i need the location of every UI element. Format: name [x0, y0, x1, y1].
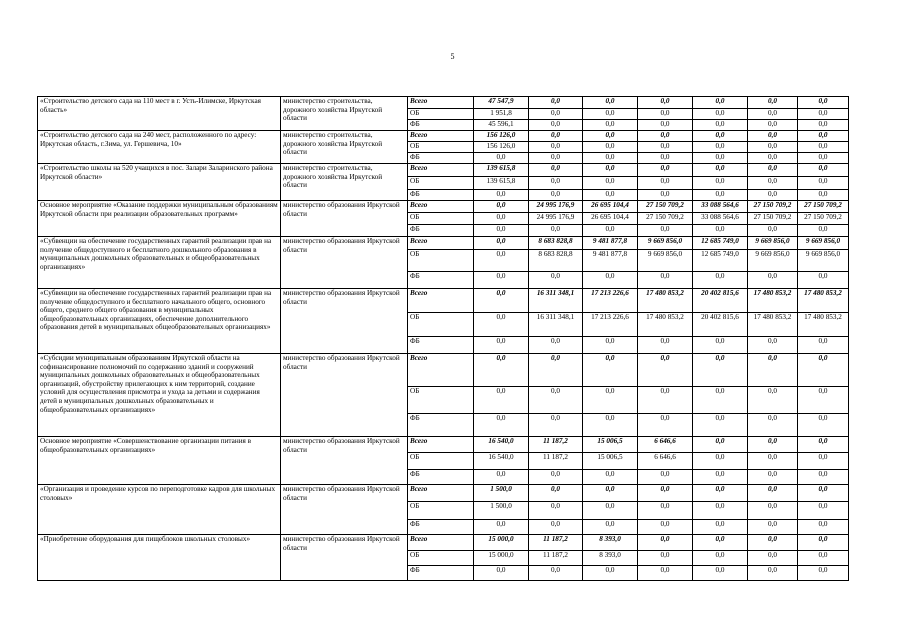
amount-cell: 0,0 [693, 414, 748, 437]
amount-cell: 0,0 [529, 337, 583, 354]
amount-cell: 0,0 [529, 120, 583, 131]
amount-cell: 0,0 [529, 520, 583, 535]
executor-cell: министерство строительства, дорожного хозяйства Иркутской области [281, 97, 408, 131]
amount-cell: 0,0 [474, 213, 529, 225]
amount-cell: 11 187,2 [529, 551, 583, 566]
amount-cell: 0,0 [474, 153, 529, 164]
amount-cell: 0,0 [748, 164, 798, 177]
amount-cell: 11 187,2 [529, 437, 583, 453]
funding-source-cell: ОБ [408, 453, 474, 470]
amount-cell: 0,0 [693, 272, 748, 289]
amount-cell: 17 480 853,2 [798, 313, 849, 337]
amount-cell: 17 480 853,2 [638, 313, 693, 337]
funding-source-cell: Всего [408, 164, 474, 177]
amount-cell: 0,0 [693, 225, 748, 237]
executor-cell: министерство образования Иркутской области [281, 237, 408, 289]
amount-cell: 0,0 [693, 520, 748, 535]
amount-cell: 0,0 [748, 535, 798, 551]
amount-cell: 0,0 [529, 485, 583, 502]
amount-cell: 0,0 [748, 453, 798, 470]
amount-cell: 156 126,0 [474, 131, 529, 142]
amount-cell: 17 213 226,6 [583, 313, 638, 337]
amount-cell: 0,0 [693, 502, 748, 520]
amount-cell: 0,0 [748, 551, 798, 566]
amount-cell: 0,0 [529, 97, 583, 109]
executor-cell: министерство строительства, дорожного хозяйства Иркутской области [281, 164, 408, 201]
amount-cell: 27 150 709,2 [748, 201, 798, 213]
amount-cell: 0,0 [583, 142, 638, 153]
executor-cell: министерство образования Иркутской области [281, 201, 408, 237]
amount-cell: 0,0 [693, 131, 748, 142]
amount-cell: 0,0 [748, 414, 798, 437]
amount-cell: 139 615,8 [474, 164, 529, 177]
amount-cell: 9 669 856,0 [638, 237, 693, 250]
amount-cell: 27 150 709,2 [638, 201, 693, 213]
table-row [38, 97, 849, 109]
amount-cell: 0,0 [583, 225, 638, 237]
table-body [38, 97, 849, 581]
amount-cell: 0,0 [693, 97, 748, 109]
amount-cell: 27 150 709,2 [748, 213, 798, 225]
amount-cell: 0,0 [798, 414, 849, 437]
activity-name-cell: Основное мероприятие «Оказание поддержки муниципальным образованиям Иркутской области при реализации образовательных программ» [38, 201, 281, 237]
amount-cell: 0,0 [748, 566, 798, 581]
amount-cell: 1 500,0 [474, 485, 529, 502]
amount-cell: 0,0 [748, 470, 798, 485]
amount-cell: 0,0 [474, 520, 529, 535]
amount-cell: 0,0 [693, 109, 748, 120]
amount-cell: 0,0 [693, 470, 748, 485]
amount-cell: 8 683 828,8 [529, 237, 583, 250]
amount-cell: 0,0 [798, 109, 849, 120]
amount-cell: 27 150 709,2 [638, 213, 693, 225]
amount-cell: 0,0 [583, 109, 638, 120]
funding-source-cell: ОБ [408, 387, 474, 414]
amount-cell: 0,0 [583, 164, 638, 177]
funding-source-cell: ОБ [408, 109, 474, 120]
amount-cell: 0,0 [529, 190, 583, 201]
amount-cell: 0,0 [583, 414, 638, 437]
amount-cell: 0,0 [474, 566, 529, 581]
amount-cell: 47 547,9 [474, 97, 529, 109]
amount-cell: 0,0 [798, 566, 849, 581]
amount-cell: 45 596,1 [474, 120, 529, 131]
amount-cell: 0,0 [748, 97, 798, 109]
amount-cell: 8 393,0 [583, 535, 638, 551]
amount-cell: 0,0 [693, 485, 748, 502]
amount-cell: 8 393,0 [583, 551, 638, 566]
amount-cell: 0,0 [638, 131, 693, 142]
funding-source-cell: ФБ [408, 272, 474, 289]
activity-name-cell: «Строительство школы на 520 учащихся в пос. Залари Заларинского района Иркутской области» [38, 164, 281, 201]
amount-cell: 0,0 [583, 485, 638, 502]
funding-source-cell: Всего [408, 354, 474, 387]
amount-cell: 0,0 [798, 120, 849, 131]
table-row [38, 437, 849, 453]
amount-cell: 9 481 877,8 [583, 250, 638, 272]
funding-source-cell: Всего [408, 201, 474, 213]
amount-cell: 6 646,6 [638, 437, 693, 453]
amount-cell: 0,0 [474, 237, 529, 250]
amount-cell: 0,0 [474, 337, 529, 354]
amount-cell: 0,0 [693, 164, 748, 177]
amount-cell: 0,0 [693, 551, 748, 566]
table-row [38, 535, 849, 551]
amount-cell: 0,0 [474, 190, 529, 201]
amount-cell: 0,0 [798, 470, 849, 485]
amount-cell: 0,0 [798, 177, 849, 190]
amount-cell: 17 480 853,2 [748, 289, 798, 313]
amount-cell: 156 126,0 [474, 142, 529, 153]
amount-cell: 0,0 [583, 502, 638, 520]
amount-cell: 0,0 [529, 177, 583, 190]
table-row [38, 131, 849, 142]
amount-cell: 0,0 [474, 387, 529, 414]
amount-cell: 17 480 853,2 [798, 289, 849, 313]
amount-cell: 9 669 856,0 [748, 250, 798, 272]
amount-cell: 24 995 176,9 [529, 213, 583, 225]
funding-source-cell: Всего [408, 97, 474, 109]
amount-cell: 0,0 [638, 566, 693, 581]
amount-cell: 0,0 [583, 97, 638, 109]
activity-name-cell: «Субсидии муниципальным образованиям Иркутской области на софинансирование полномочий по содержанию зданий и сооружений муниципальных дошкольных образовательных и общеобразовательных организаций, обустройству прилегающих к ним территорий, создание условий для осуществления присмотра и ухода за детьми и содержания детей в муниципальных дошкольных образовательных и общеобразовательных организациях» [38, 354, 281, 437]
amount-cell: 0,0 [638, 551, 693, 566]
funding-source-cell: ФБ [408, 470, 474, 485]
amount-cell: 27 150 709,2 [798, 201, 849, 213]
amount-cell: 0,0 [748, 520, 798, 535]
amount-cell: 0,0 [638, 120, 693, 131]
activity-name-cell: «Приобретение оборудования для пищеблоков школьных столовых» [38, 535, 281, 581]
amount-cell: 16 311 348,1 [529, 289, 583, 313]
executor-cell: министерство строительства, дорожного хозяйства Иркутской области [281, 131, 408, 164]
amount-cell: 9 481 877,8 [583, 237, 638, 250]
activity-name-cell: «Субвенции на обеспечение государственных гарантий реализации прав на получение общедоступного и бесплатного начального общего, основного общего, среднего общего образования в муниципальных общеобразовательных организациях, обеспечение дополнительного образования детей в муниципальных общеобразовательных организациях» [38, 289, 281, 354]
executor-cell: министерство образования Иркутской области [281, 485, 408, 535]
amount-cell: 0,0 [638, 177, 693, 190]
amount-cell: 0,0 [529, 566, 583, 581]
amount-cell: 0,0 [638, 502, 693, 520]
funding-source-cell: ОБ [408, 142, 474, 153]
amount-cell: 1 951,8 [474, 109, 529, 120]
amount-cell: 0,0 [798, 520, 849, 535]
amount-cell: 0,0 [748, 190, 798, 201]
amount-cell: 0,0 [693, 153, 748, 164]
amount-cell: 0,0 [798, 535, 849, 551]
table-row [38, 485, 849, 502]
amount-cell: 0,0 [748, 225, 798, 237]
amount-cell: 0,0 [529, 470, 583, 485]
amount-cell: 0,0 [474, 272, 529, 289]
amount-cell: 1 500,0 [474, 502, 529, 520]
amount-cell: 0,0 [638, 190, 693, 201]
amount-cell: 0,0 [638, 354, 693, 387]
amount-cell: 0,0 [529, 502, 583, 520]
funding-source-cell: Всего [408, 131, 474, 142]
amount-cell: 9 669 856,0 [798, 250, 849, 272]
amount-cell: 0,0 [748, 354, 798, 387]
amount-cell: 0,0 [638, 470, 693, 485]
amount-cell: 33 088 564,6 [693, 213, 748, 225]
amount-cell: 0,0 [693, 354, 748, 387]
amount-cell: 0,0 [638, 535, 693, 551]
amount-cell: 15 000,0 [474, 551, 529, 566]
amount-cell: 0,0 [583, 566, 638, 581]
amount-cell: 0,0 [693, 337, 748, 354]
funding-source-cell: Всего [408, 535, 474, 551]
amount-cell: 9 669 856,0 [638, 250, 693, 272]
amount-cell: 0,0 [748, 109, 798, 120]
funding-source-cell: Всего [408, 289, 474, 313]
amount-cell: 16 540,0 [474, 437, 529, 453]
amount-cell: 0,0 [798, 272, 849, 289]
amount-cell: 0,0 [529, 142, 583, 153]
amount-cell: 0,0 [474, 414, 529, 437]
table-row [38, 201, 849, 213]
executor-cell: министерство образования Иркутской области [281, 354, 408, 437]
amount-cell: 9 669 856,0 [798, 237, 849, 250]
amount-cell: 0,0 [638, 485, 693, 502]
amount-cell: 15 006,5 [583, 453, 638, 470]
amount-cell: 0,0 [583, 153, 638, 164]
amount-cell: 0,0 [798, 131, 849, 142]
amount-cell: 0,0 [583, 190, 638, 201]
amount-cell: 0,0 [583, 354, 638, 387]
amount-cell: 0,0 [693, 142, 748, 153]
funding-source-cell: Всего [408, 485, 474, 502]
amount-cell: 0,0 [474, 225, 529, 237]
amount-cell: 16 311 348,1 [529, 313, 583, 337]
amount-cell: 0,0 [798, 337, 849, 354]
amount-cell: 26 695 104,4 [583, 213, 638, 225]
amount-cell: 0,0 [583, 177, 638, 190]
amount-cell: 24 995 176,9 [529, 201, 583, 213]
amount-cell: 0,0 [693, 535, 748, 551]
amount-cell: 0,0 [693, 437, 748, 453]
amount-cell: 0,0 [474, 289, 529, 313]
table-row [38, 237, 849, 250]
amount-cell: 0,0 [798, 437, 849, 453]
amount-cell: 0,0 [638, 164, 693, 177]
amount-cell: 0,0 [798, 225, 849, 237]
amount-cell: 0,0 [474, 201, 529, 213]
amount-cell: 0,0 [474, 470, 529, 485]
funding-source-cell: ОБ [408, 177, 474, 190]
table-row [38, 354, 849, 387]
funding-source-cell: ФБ [408, 120, 474, 131]
table-row [38, 164, 849, 177]
amount-cell: 0,0 [693, 566, 748, 581]
amount-cell: 0,0 [583, 120, 638, 131]
amount-cell: 0,0 [638, 142, 693, 153]
amount-cell: 0,0 [798, 97, 849, 109]
amount-cell: 0,0 [748, 387, 798, 414]
amount-cell: 139 615,8 [474, 177, 529, 190]
activity-name-cell: «Строительство детского сада на 110 мест в г. Усть-Илимске, Иркутская область» [38, 97, 281, 131]
amount-cell: 0,0 [693, 453, 748, 470]
amount-cell: 26 695 104,4 [583, 201, 638, 213]
amount-cell: 0,0 [583, 470, 638, 485]
amount-cell: 6 646,6 [638, 453, 693, 470]
amount-cell: 0,0 [748, 337, 798, 354]
amount-cell: 0,0 [638, 387, 693, 414]
amount-cell: 0,0 [693, 190, 748, 201]
amount-cell: 0,0 [748, 177, 798, 190]
executor-cell: министерство образования Иркутской области [281, 535, 408, 581]
amount-cell: 0,0 [748, 153, 798, 164]
amount-cell: 9 669 856,0 [748, 237, 798, 250]
amount-cell: 0,0 [583, 272, 638, 289]
amount-cell: 0,0 [798, 551, 849, 566]
amount-cell: 0,0 [638, 272, 693, 289]
amount-cell: 17 480 853,2 [748, 313, 798, 337]
amount-cell: 0,0 [583, 387, 638, 414]
amount-cell: 0,0 [638, 153, 693, 164]
amount-cell: 0,0 [748, 437, 798, 453]
amount-cell: 0,0 [638, 225, 693, 237]
amount-cell: 0,0 [798, 190, 849, 201]
amount-cell: 20 402 815,6 [693, 289, 748, 313]
funding-source-cell: ФБ [408, 520, 474, 535]
amount-cell: 0,0 [798, 142, 849, 153]
activity-name-cell: Основное мероприятие «Совершенствование организации питания в общеобразовательных организациях» [38, 437, 281, 485]
funding-source-cell: ОБ [408, 213, 474, 225]
amount-cell: 0,0 [529, 225, 583, 237]
amount-cell: 0,0 [638, 337, 693, 354]
amount-cell: 0,0 [529, 354, 583, 387]
amount-cell: 0,0 [693, 387, 748, 414]
activity-name-cell: «Субвенции на обеспечение государственных гарантий реализации прав на получение общедоступного и бесплатного дошкольного образования в муниципальных дошкольных образовательных и общеобразовательных организациях» [38, 237, 281, 289]
amount-cell: 20 402 815,6 [693, 313, 748, 337]
amount-cell: 11 187,2 [529, 453, 583, 470]
activity-name-cell: «Организация и проведение курсов по переподготовке кадров для школьных столовых» [38, 485, 281, 535]
amount-cell: 0,0 [529, 387, 583, 414]
amount-cell: 12 685 749,0 [693, 237, 748, 250]
amount-cell: 0,0 [693, 120, 748, 131]
amount-cell: 0,0 [798, 387, 849, 414]
budget-table [37, 96, 849, 581]
amount-cell: 8 683 828,8 [529, 250, 583, 272]
funding-source-cell: ФБ [408, 337, 474, 354]
amount-cell: 0,0 [748, 131, 798, 142]
executor-cell: министерство образования Иркутской области [281, 437, 408, 485]
amount-cell: 0,0 [748, 485, 798, 502]
funding-source-cell: ОБ [408, 502, 474, 520]
amount-cell: 0,0 [474, 313, 529, 337]
page-number: 5 [450, 52, 455, 61]
activity-name-cell: «Строительство детского сада на 240 мест, расположенного по адресу: Иркутская область, г.Зима, ул. Гершевича, 10» [38, 131, 281, 164]
funding-source-cell: Всего [408, 437, 474, 453]
amount-cell: 0,0 [798, 485, 849, 502]
funding-source-cell: ОБ [408, 551, 474, 566]
amount-cell: 33 088 564,6 [693, 201, 748, 213]
amount-cell: 0,0 [529, 109, 583, 120]
table-row [38, 289, 849, 313]
amount-cell: 0,0 [748, 142, 798, 153]
amount-cell: 0,0 [583, 131, 638, 142]
amount-cell: 0,0 [529, 272, 583, 289]
funding-source-cell: ФБ [408, 153, 474, 164]
amount-cell: 11 187,2 [529, 535, 583, 551]
amount-cell: 0,0 [798, 502, 849, 520]
amount-cell: 0,0 [529, 153, 583, 164]
amount-cell: 0,0 [748, 272, 798, 289]
amount-cell: 0,0 [583, 520, 638, 535]
funding-source-cell: ФБ [408, 414, 474, 437]
funding-source-cell: ОБ [408, 313, 474, 337]
amount-cell: 0,0 [693, 177, 748, 190]
amount-cell: 15 000,0 [474, 535, 529, 551]
amount-cell: 0,0 [474, 250, 529, 272]
amount-cell: 17 213 226,6 [583, 289, 638, 313]
amount-cell: 17 480 853,2 [638, 289, 693, 313]
funding-source-cell: Всего [408, 237, 474, 250]
executor-cell: министерство образования Иркутской области [281, 289, 408, 354]
amount-cell: 27 150 709,2 [798, 213, 849, 225]
amount-cell: 0,0 [798, 354, 849, 387]
amount-cell: 0,0 [798, 153, 849, 164]
funding-source-cell: ФБ [408, 225, 474, 237]
amount-cell: 16 540,0 [474, 453, 529, 470]
amount-cell: 0,0 [748, 502, 798, 520]
amount-cell: 0,0 [638, 97, 693, 109]
amount-cell: 0,0 [583, 337, 638, 354]
funding-source-cell: ОБ [408, 250, 474, 272]
amount-cell: 0,0 [529, 164, 583, 177]
amount-cell: 15 006,5 [583, 437, 638, 453]
amount-cell: 0,0 [638, 109, 693, 120]
amount-cell: 0,0 [798, 164, 849, 177]
amount-cell: 0,0 [638, 414, 693, 437]
amount-cell: 0,0 [474, 354, 529, 387]
amount-cell: 0,0 [529, 414, 583, 437]
amount-cell: 0,0 [798, 453, 849, 470]
amount-cell: 0,0 [638, 520, 693, 535]
funding-source-cell: ФБ [408, 566, 474, 581]
funding-source-cell: ФБ [408, 190, 474, 201]
amount-cell: 12 685 749,0 [693, 250, 748, 272]
amount-cell: 0,0 [529, 131, 583, 142]
amount-cell: 0,0 [748, 120, 798, 131]
